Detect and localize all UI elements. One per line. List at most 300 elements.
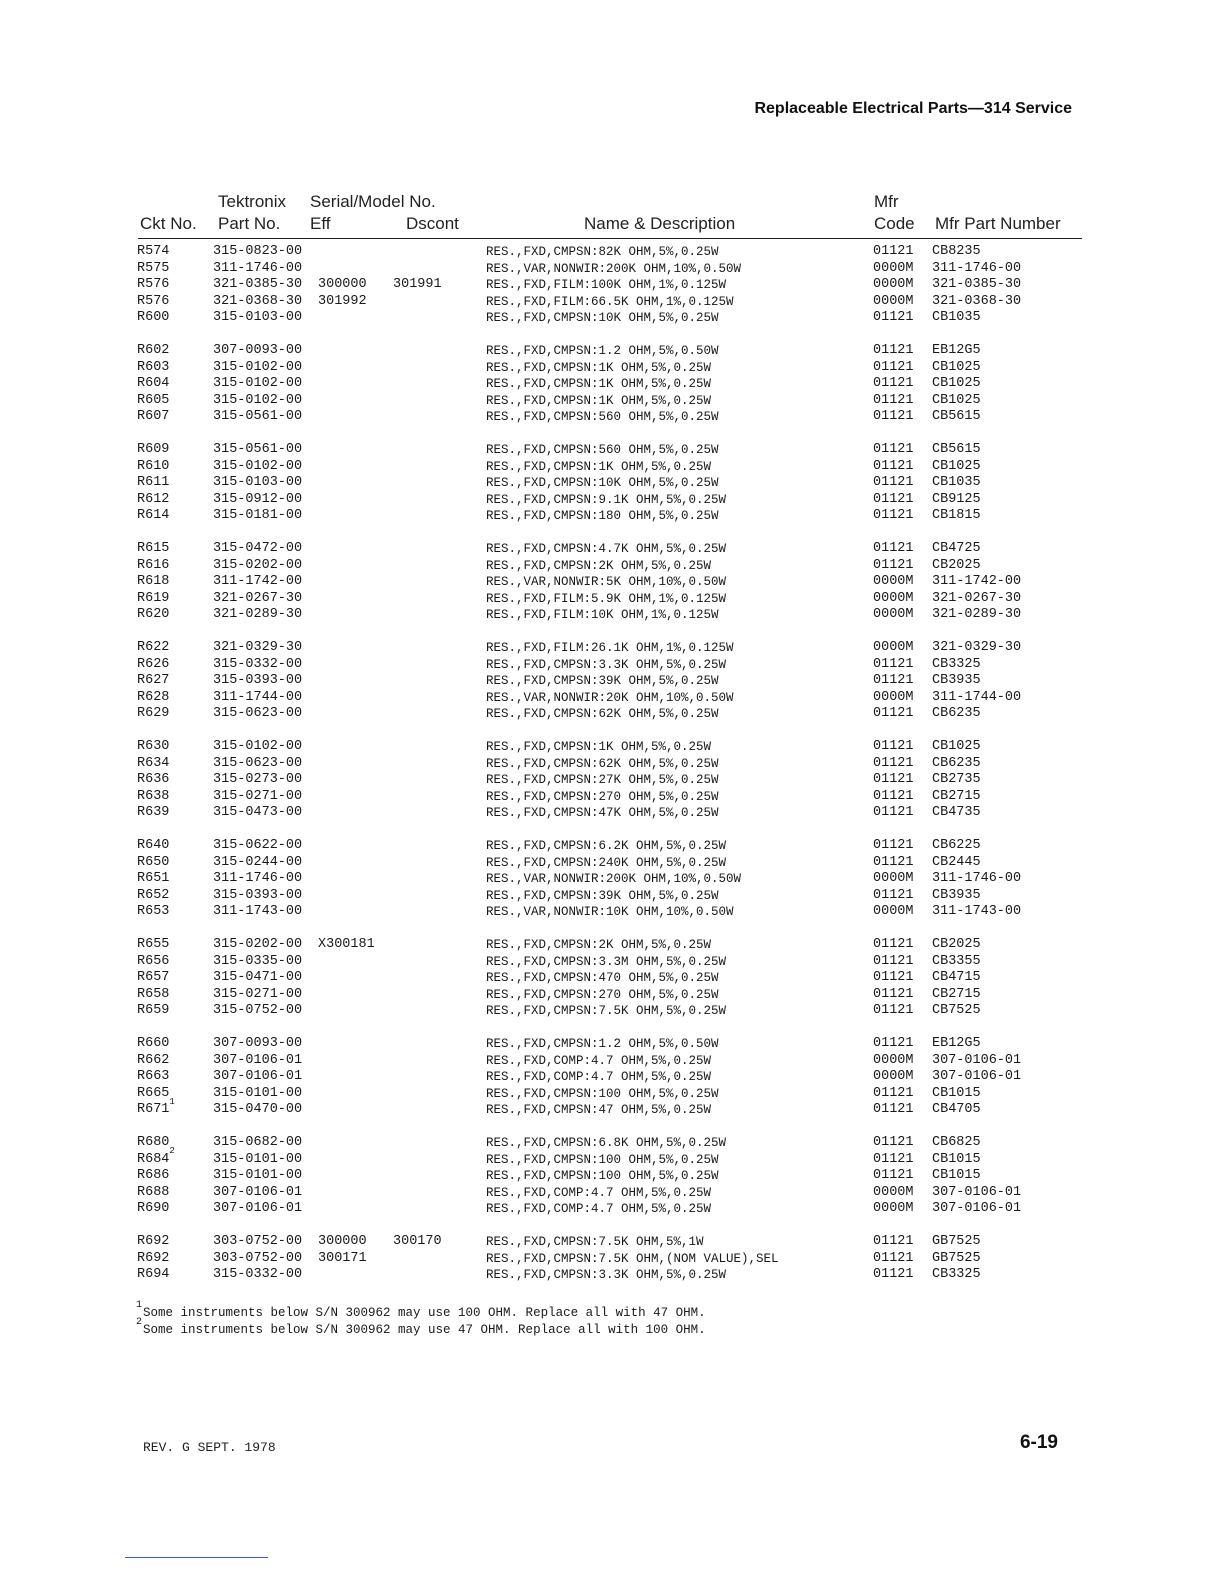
- mfr-code: [873, 261, 914, 278]
- table-row: [0, 607, 1224, 624]
- mfr-code: [873, 1036, 914, 1053]
- part-no-text: 315-0103-00: [213, 475, 303, 490]
- mfr-code: [873, 294, 914, 311]
- ckt-no-text: R629: [137, 706, 170, 721]
- mfr-code-text: 01121: [873, 409, 914, 424]
- mfr-part-number-text: CB1015: [932, 1151, 981, 1167]
- mfr-part-number: [932, 607, 1021, 624]
- ckt-no-text: R626: [137, 656, 170, 672]
- part-no-text: 303-0752-00: [213, 1250, 303, 1266]
- ckt-no-text: R575: [137, 260, 170, 276]
- parts-group: [0, 541, 1224, 624]
- mfr-code-text: 01121: [873, 541, 914, 556]
- ckt-no-text: R574: [137, 244, 170, 259]
- table-row: [0, 343, 1224, 360]
- mfr-part-number: [932, 1102, 981, 1119]
- mfr-part-number-text: 321-0289-30: [932, 607, 1022, 622]
- ckt-no: [137, 244, 169, 261]
- part-no: [213, 343, 302, 360]
- mfr-part-number: [932, 1152, 981, 1169]
- mfr-part-number: [932, 591, 1021, 608]
- name-description-text: RES.,FXD,CMPSN:1K OHM,5%,0.25W: [486, 740, 712, 754]
- serial-dscont-text: 300170: [393, 1234, 442, 1249]
- name-description: [486, 1185, 711, 1202]
- name-description: [486, 294, 734, 311]
- ckt-no: [137, 1086, 169, 1103]
- mfr-code-text: 0000M: [873, 607, 914, 622]
- table-row: [0, 871, 1224, 888]
- mfr-code-text: 01121: [873, 739, 914, 754]
- mfr-code-text: 01121: [873, 986, 914, 1002]
- mfr-part-number-text: CB2025: [932, 937, 981, 952]
- footnote-mark: 2: [136, 1317, 143, 1328]
- mfr-part-number: [932, 739, 981, 756]
- name-description-text: RES.,FXD,CMPSN:180 OHM,5%,0.25W: [486, 509, 719, 523]
- part-no: [213, 393, 302, 410]
- header-tektronix: Tektronix: [218, 192, 287, 211]
- name-description-text: RES.,FXD,CMPSN:470 OHM,5%,0.25W: [486, 971, 719, 985]
- mfr-code: [873, 1086, 914, 1103]
- mfr-code-text: 01121: [873, 673, 914, 688]
- part-no: [213, 1086, 302, 1103]
- table-row: [0, 277, 1224, 294]
- ckt-no: [137, 871, 169, 888]
- mfr-part-number: [932, 640, 1021, 657]
- mfr-code-text: 0000M: [873, 293, 914, 309]
- name-description-text: RES.,FXD,CMPSN:2K OHM,5%,0.25W: [486, 938, 712, 952]
- serial-eff-text: 301992: [318, 293, 367, 309]
- ckt-no-text: R616: [137, 557, 170, 573]
- mfr-part-number-text: CB1015: [932, 1085, 981, 1101]
- name-description-text: RES.,FXD,CMPSN:82K OHM,5%,0.25W: [486, 245, 719, 259]
- name-description: [486, 970, 719, 987]
- table-row: [0, 1003, 1224, 1020]
- ckt-no: [137, 855, 169, 872]
- mfr-code: [873, 376, 914, 393]
- mfr-part-number: [932, 690, 1021, 707]
- ckt-no-text: R603: [137, 359, 170, 375]
- part-no: [213, 772, 302, 789]
- part-no-text: 307-0106-01: [213, 1069, 303, 1084]
- ckt-no-text: R607: [137, 409, 170, 424]
- ckt-no: [137, 343, 169, 360]
- ckt-no: [137, 756, 169, 773]
- parts-list: [0, 244, 1224, 1333]
- part-no: [213, 1168, 302, 1185]
- ckt-no-text: R628: [137, 689, 170, 705]
- mfr-code-text: 01121: [873, 491, 914, 507]
- table-row: [0, 360, 1224, 377]
- mfr-part-number-text: 307-0106-01: [932, 1184, 1022, 1200]
- table-row: [0, 904, 1224, 921]
- name-description-text: RES.,FXD,CMPSN:62K OHM,5%,0.25W: [486, 707, 719, 721]
- mfr-code: [873, 1102, 914, 1119]
- mfr-code: [873, 838, 914, 855]
- name-description: [486, 607, 719, 624]
- part-no-text: 321-0385-30: [213, 277, 303, 292]
- parts-group: [0, 937, 1224, 1020]
- ckt-no-text: R652: [137, 887, 170, 903]
- mfr-code: [873, 871, 914, 888]
- table-row: [0, 1036, 1224, 1053]
- ckt-no-text: R612: [137, 491, 170, 507]
- mfr-code: [873, 904, 914, 921]
- mfr-part-number-text: CB2735: [932, 772, 981, 787]
- mfr-code-text: 0000M: [873, 574, 914, 589]
- name-description: [486, 1003, 726, 1020]
- ckt-no: [137, 607, 169, 624]
- mfr-part-number-text: CB4705: [932, 1102, 981, 1117]
- mfr-part-number-text: CB1025: [932, 458, 981, 474]
- mfr-code-text: 0000M: [873, 590, 914, 606]
- mfr-part-number-text: 311-1742-00: [932, 574, 1022, 589]
- part-no-text: 315-0471-00: [213, 970, 303, 985]
- part-no: [213, 607, 302, 624]
- mfr-code: [873, 1135, 914, 1152]
- mfr-code: [873, 1069, 914, 1086]
- part-no: [213, 1152, 302, 1169]
- mfr-code-text: 01121: [873, 359, 914, 375]
- mfr-part-number-text: CB4715: [932, 970, 981, 985]
- mfr-part-number-text: CB3355: [932, 953, 981, 969]
- part-no: [213, 673, 302, 690]
- ckt-no-text: R690: [137, 1201, 170, 1216]
- ckt-no-text: R653: [137, 904, 170, 919]
- mfr-part-number-text: 311-1743-00: [932, 904, 1022, 919]
- ckt-no: [137, 277, 169, 294]
- part-no: [213, 706, 302, 723]
- mfr-part-number-text: CB3935: [932, 673, 981, 688]
- ckt-no-text: R619: [137, 590, 170, 606]
- table-row: [0, 970, 1224, 987]
- mfr-code-text: 01121: [873, 953, 914, 969]
- name-description-text: RES.,VAR,NONWIR:10K OHM,10%,0.50W: [486, 905, 734, 919]
- ckt-no: [137, 657, 169, 674]
- name-description: [486, 673, 719, 690]
- table-row: [0, 1096, 1224, 1119]
- name-description-text: RES.,FXD,CMPSN:6.8K OHM,5%,0.25W: [486, 1136, 727, 1150]
- part-no: [213, 541, 302, 558]
- mfr-code-text: 01121: [873, 887, 914, 903]
- mfr-part-number-text: CB1025: [932, 376, 981, 391]
- mfr-part-number: [932, 574, 1021, 591]
- part-no-text: 315-0823-00: [213, 244, 303, 259]
- mfr-code-text: 0000M: [873, 260, 914, 276]
- header-part-no: Part No.: [218, 214, 281, 233]
- name-description-text: RES.,FXD,CMPSN:6.2K OHM,5%,0.25W: [486, 839, 727, 853]
- name-description-text: RES.,FXD,FILM:26.1K OHM,1%,0.125W: [486, 641, 734, 655]
- name-description: [486, 492, 726, 509]
- name-description-text: RES.,FXD,CMPSN:3.3M OHM,5%,0.25W: [486, 954, 727, 969]
- mfr-code: [873, 888, 914, 905]
- mfr-code: [873, 706, 914, 723]
- ckt-no: [137, 1168, 169, 1185]
- part-no: [213, 640, 302, 657]
- mfr-code: [873, 310, 914, 327]
- name-description: [486, 244, 719, 261]
- part-no: [213, 459, 302, 476]
- mfr-part-number: [932, 1069, 1021, 1086]
- table-row: [0, 1251, 1224, 1268]
- header-eff: Eff: [310, 214, 331, 233]
- mfr-part-number-text: 311-1746-00: [932, 871, 1022, 886]
- mfr-part-number: [932, 1086, 981, 1103]
- mfr-part-number: [932, 508, 981, 525]
- parts-group: [0, 1036, 1224, 1119]
- ckt-no: [137, 1135, 169, 1152]
- name-description: [486, 343, 719, 360]
- name-description: [486, 954, 726, 971]
- table-row: [0, 772, 1224, 789]
- mfr-part-number-text: 321-0385-30: [932, 277, 1022, 292]
- ckt-no: [137, 508, 169, 525]
- part-no: [213, 1135, 302, 1152]
- mfr-code-text: 01121: [873, 244, 914, 259]
- name-description-text: RES.,FXD,CMPSN:39K OHM,5%,0.25W: [486, 888, 719, 903]
- mfr-part-number-text: CB4735: [932, 805, 981, 820]
- name-description: [486, 690, 734, 707]
- part-no: [213, 574, 302, 591]
- mfr-code-text: 01121: [873, 970, 914, 985]
- mfr-code: [873, 772, 914, 789]
- mfr-code-text: 01121: [873, 937, 914, 952]
- mfr-code-text: 01121: [873, 310, 914, 325]
- mfr-part-number: [932, 657, 981, 674]
- serial-eff-text: 300171: [318, 1250, 367, 1266]
- name-description-text: RES.,FXD,CMPSN:1K OHM,5%,0.25W: [486, 360, 712, 375]
- mfr-code: [873, 756, 914, 773]
- mfr-code: [873, 244, 914, 261]
- name-description-text: RES.,FXD,CMPSN:270 OHM,5%,0.25W: [486, 987, 719, 1002]
- mfr-code-text: 01121: [873, 1102, 914, 1117]
- mfr-code-text: 01121: [873, 1151, 914, 1167]
- ckt-no-text: R610: [137, 458, 170, 474]
- ckt-no-text: R614: [137, 508, 170, 523]
- name-description-text: RES.,VAR,NONWIR:5K OHM,10%,0.50W: [486, 575, 727, 589]
- part-no: [213, 987, 302, 1004]
- name-description-text: RES.,FXD,CMPSN:560 OHM,5%,0.25W: [486, 410, 719, 424]
- mfr-code-text: 01121: [873, 805, 914, 820]
- mfr-part-number-text: CB6225: [932, 838, 981, 853]
- part-no: [213, 508, 302, 525]
- ckt-no-text: R650: [137, 854, 170, 870]
- mfr-code: [873, 277, 914, 294]
- table-row: [0, 1069, 1224, 1086]
- name-description-text: RES.,FXD,CMPSN:7.5K OHM,(NOM VALUE),SEL: [486, 1251, 779, 1266]
- name-description: [486, 1234, 704, 1251]
- name-description-text: RES.,FXD,CMPSN:47 OHM,5%,0.25W: [486, 1103, 712, 1117]
- mfr-code-text: 01121: [873, 755, 914, 771]
- table-row: [0, 409, 1224, 426]
- mfr-part-number-text: CB1815: [932, 508, 981, 523]
- ckt-no-text: R692: [137, 1234, 170, 1249]
- parts-group: [0, 343, 1224, 426]
- mfr-part-number-text: 321-0267-30: [932, 590, 1022, 606]
- part-no: [213, 1003, 302, 1020]
- name-description: [486, 558, 711, 575]
- ckt-no: [137, 492, 169, 509]
- mfr-code: [873, 987, 914, 1004]
- mfr-part-number-text: CB2445: [932, 854, 981, 870]
- part-no: [213, 1102, 302, 1119]
- name-description-text: RES.,VAR,NONWIR:200K OHM,10%,0.50W: [486, 872, 742, 886]
- ckt-no-text: R662: [137, 1052, 170, 1068]
- ckt-no: [137, 442, 169, 459]
- part-no-text: 315-0102-00: [213, 739, 303, 754]
- mfr-code: [873, 558, 914, 575]
- page-number: 6-19: [1019, 1432, 1058, 1453]
- mfr-code-text: 01121: [873, 1234, 914, 1249]
- mfr-code-text: 0000M: [873, 1184, 914, 1200]
- mfr-part-number: [932, 459, 981, 476]
- ckt-no-text: R688: [137, 1184, 170, 1200]
- name-description-text: RES.,FXD,CMPSN:2K OHM,5%,0.25W: [486, 558, 712, 573]
- name-description: [486, 360, 711, 377]
- mfr-code: [873, 1003, 914, 1020]
- name-description: [486, 1069, 711, 1086]
- part-no-text: 315-0102-00: [213, 376, 303, 391]
- serial-dscont: [393, 1234, 442, 1251]
- mfr-part-number: [932, 855, 981, 872]
- part-no: [213, 690, 302, 707]
- mfr-code: [873, 574, 914, 591]
- mfr-part-number-text: 311-1746-00: [932, 260, 1022, 276]
- mfr-code-text: 0000M: [873, 640, 914, 655]
- mfr-part-number-text: CB5615: [932, 409, 981, 424]
- part-no-text: 315-0472-00: [213, 541, 303, 556]
- mfr-code: [873, 508, 914, 525]
- mfr-part-number: [932, 1036, 981, 1053]
- ckt-no: [137, 591, 169, 608]
- part-no: [213, 261, 302, 278]
- mfr-part-number-text: CB1015: [932, 1168, 981, 1183]
- name-description: [486, 475, 719, 492]
- mfr-part-number-text: CB9125: [932, 491, 981, 507]
- mfr-part-number-text: CB2025: [932, 557, 981, 573]
- part-no-text: 315-0202-00: [213, 557, 303, 573]
- part-no: [213, 1267, 302, 1284]
- part-no-text: 315-0271-00: [213, 986, 303, 1002]
- mfr-code-text: 0000M: [873, 689, 914, 705]
- part-no: [213, 871, 302, 888]
- ckt-no: [137, 1267, 169, 1284]
- mfr-code: [873, 690, 914, 707]
- table-row: [0, 954, 1224, 971]
- part-no: [213, 838, 302, 855]
- part-no-text: 321-0267-30: [213, 590, 303, 606]
- ckt-no-text: R620: [137, 607, 170, 622]
- ckt-no: [137, 690, 169, 707]
- serial-eff: [318, 294, 367, 311]
- mfr-code-text: 01121: [873, 788, 914, 804]
- name-description: [486, 1086, 719, 1103]
- mfr-part-number: [932, 706, 981, 723]
- name-description: [486, 591, 726, 608]
- parts-group: [0, 640, 1224, 723]
- mfr-code-text: 01121: [873, 838, 914, 853]
- name-description-text: RES.,FXD,CMPSN:1K OHM,5%,0.25W: [486, 459, 712, 474]
- table-row: [0, 706, 1224, 723]
- mfr-code: [873, 673, 914, 690]
- ckt-no: [137, 954, 169, 971]
- mfr-part-number: [932, 442, 981, 459]
- mfr-code: [873, 1152, 914, 1169]
- table-row: [0, 805, 1224, 822]
- table-row: [0, 739, 1224, 756]
- mfr-part-number: [932, 360, 981, 377]
- name-description-text: RES.,FXD,CMPSN:7.5K OHM,5%,0.25W: [486, 1004, 727, 1018]
- ckt-no-text: R576: [137, 277, 170, 292]
- ckt-no: [137, 475, 169, 492]
- part-no-text: 321-0368-30: [213, 293, 303, 309]
- parts-group: [0, 739, 1224, 822]
- part-no: [213, 1234, 302, 1251]
- name-description-text: RES.,FXD,CMPSN:7.5K OHM,5%,1W: [486, 1235, 704, 1249]
- part-no: [213, 442, 302, 459]
- mfr-part-number: [932, 1201, 1021, 1218]
- mfr-part-number-text: CB7525: [932, 1003, 981, 1018]
- ckt-no: [137, 937, 169, 954]
- mfr-part-number: [932, 541, 981, 558]
- table-row: [0, 756, 1224, 773]
- part-no-text: 315-0102-00: [213, 392, 303, 408]
- name-description: [486, 442, 719, 459]
- name-description-text: RES.,FXD,CMPSN:270 OHM,5%,0.25W: [486, 789, 719, 804]
- header-mfr: Mfr: [874, 192, 899, 211]
- part-no-text: 303-0752-00: [213, 1234, 303, 1249]
- mfr-code: [873, 789, 914, 806]
- mfr-code: [873, 1185, 914, 1202]
- parts-group: [0, 244, 1224, 327]
- name-description: [486, 409, 719, 426]
- name-description-text: RES.,FXD,COMP:4.7 OHM,5%,0.25W: [486, 1202, 712, 1216]
- mfr-code: [873, 1267, 914, 1284]
- mfr-part-number-text: CB1025: [932, 392, 981, 408]
- mfr-part-number: [932, 937, 981, 954]
- name-description-text: RES.,FXD,FILM:66.5K OHM,1%,0.125W: [486, 294, 734, 309]
- mfr-code-text: 01121: [873, 1085, 914, 1101]
- part-no: [213, 475, 302, 492]
- mfr-code: [873, 591, 914, 608]
- ckt-no: [137, 838, 169, 855]
- mfr-code: [873, 541, 914, 558]
- part-no: [213, 1251, 302, 1268]
- part-no: [213, 1036, 302, 1053]
- name-description: [486, 706, 719, 723]
- table-row: [0, 294, 1224, 311]
- mfr-part-number-text: CB1025: [932, 359, 981, 375]
- mfr-part-number: [932, 277, 1021, 294]
- part-no-text: 321-0289-30: [213, 607, 303, 622]
- table-row: [0, 558, 1224, 575]
- table-row: [0, 376, 1224, 393]
- table-row: [0, 673, 1224, 690]
- ckt-no-text: R609: [137, 442, 170, 457]
- table-row: [0, 393, 1224, 410]
- mfr-part-number-text: CB8235: [932, 244, 981, 259]
- serial-eff: [318, 1234, 367, 1251]
- name-description-text: RES.,FXD,CMPSN:47K OHM,5%,0.25W: [486, 806, 719, 820]
- mfr-code: [873, 475, 914, 492]
- name-description-text: RES.,FXD,CMPSN:1K OHM,5%,0.25W: [486, 393, 712, 408]
- ckt-no: [137, 294, 169, 311]
- ckt-no-text: R605: [137, 392, 170, 408]
- serial-dscont: [393, 277, 442, 294]
- mfr-part-number: [932, 1251, 981, 1268]
- table-row: [0, 475, 1224, 492]
- ckt-no: [137, 393, 169, 410]
- mfr-part-number-text: CB1035: [932, 310, 981, 325]
